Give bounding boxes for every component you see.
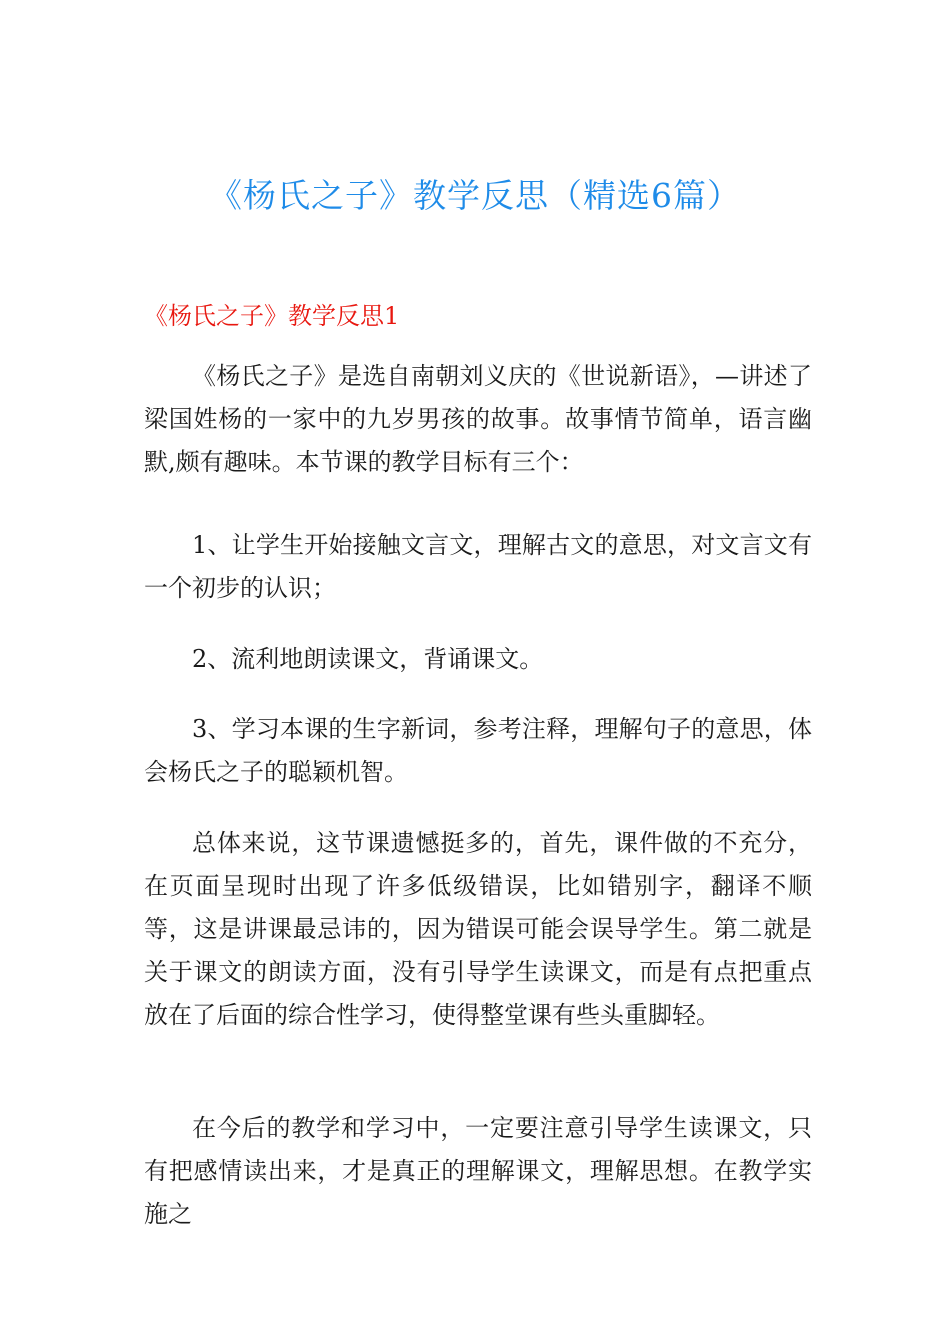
paragraph-future: 在今后的教学和学习中，一定要注意引导学生读课文，只有把感情读出来，才是真正的理解课文，理解思想。在教学实施之 — [144, 1114, 812, 1228]
paragraph-goal-1: 1、让学生开始接触文言文，理解古文的意思，对文言文有一个初步的认识； — [144, 531, 812, 602]
paragraph-goal-3: 3、学习本课的生字新词，参考注释，理解句子的意思，体会杨氏之子的聪颖机智。 — [144, 715, 812, 786]
section-heading: 《杨氏之子》教学反思1 — [144, 302, 400, 330]
document-title: 《杨氏之子》教学反思（精选6篇） — [209, 176, 741, 215]
paragraph-intro: 《杨氏之子》是选自南朝刘义庆的《世说新语》，—讲述了梁国姓杨的一家中的九岁男孩的故事。故事情节简单，语言幽默,颇有趣味。本节课的教学目标有三个： — [144, 362, 812, 476]
paragraph-summary: 总体来说，这节课遗憾挺多的，首先，课件做的不充分，在页面呈现时出现了许多低级错误，比如错别字，翻译不顺等，这是讲课最忌讳的，因为错误可能会误导学生。第二就是关于课文的朗读方面，没有引导学生读课文，而是有点把重点放在了后面的综合性学习，使得整堂课有些头重脚轻。 — [144, 829, 812, 1029]
paragraph-goal-2: 2、流利地朗读课文，背诵课文。 — [192, 645, 544, 673]
